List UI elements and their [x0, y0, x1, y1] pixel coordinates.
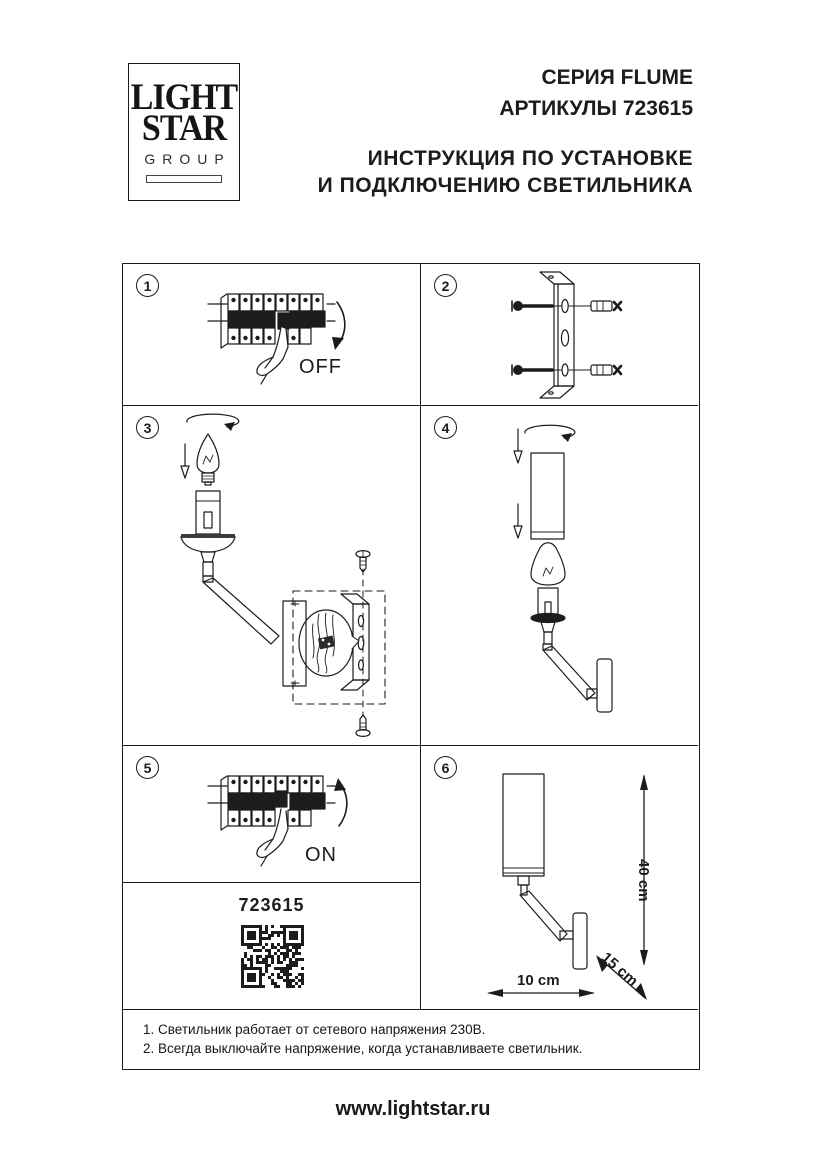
step4-panel [421, 406, 698, 746]
step-number-badge [136, 756, 159, 779]
step-number-badge [434, 416, 457, 439]
italian-flag-bar [146, 175, 222, 183]
logo-word-group: GROUP [144, 150, 231, 167]
bulb-installation-drawing [123, 406, 421, 746]
lamp-dimensions-drawing [421, 746, 698, 1010]
flag-white-segment [172, 176, 201, 182]
step3-number: 3 [143, 419, 152, 436]
width-dimension-label: 10 cm [517, 972, 560, 989]
depth-dimension-label: 15 cm [597, 949, 642, 990]
instruction-title-line2: И ПОДКЛЮЧЕНИЮ СВЕТИЛЬНИКА [317, 174, 693, 197]
step2-panel [421, 264, 698, 406]
flag-red-segment [200, 176, 221, 182]
shade-installation-drawing [421, 406, 698, 746]
logo-word-light: LIGHT [130, 77, 238, 117]
lightstar-logo [128, 63, 240, 201]
steps-table [122, 263, 700, 1070]
height-dimension-label: 40 cm [635, 859, 652, 902]
article-code: 723615 [238, 895, 305, 915]
step-number-badge [136, 416, 159, 439]
series-title: СЕРИЯ FLUME [541, 66, 693, 89]
article-number-title: АРТИКУЛЫ 723615 [499, 97, 693, 120]
step5-panel [123, 746, 421, 883]
step5-number: 5 [143, 759, 152, 776]
step-number-badge [434, 756, 457, 779]
step6-panel [421, 746, 698, 1010]
instruction-title-line1: ИНСТРУКЦИЯ ПО УСТАНОВКЕ [367, 147, 693, 170]
off-label: OFF [299, 356, 342, 378]
step-number-badge [136, 274, 159, 297]
step2-number: 2 [441, 277, 450, 294]
step3-panel [123, 406, 421, 746]
step6-number: 6 [441, 759, 450, 776]
on-label: ON [305, 844, 337, 866]
flag-green-segment [147, 176, 172, 182]
notes-section [123, 1010, 698, 1068]
step1-panel [123, 264, 421, 406]
mounting-bracket-drawing [421, 264, 698, 406]
website-url: www.lightstar.ru [335, 1098, 491, 1120]
step-number-badge [434, 274, 457, 297]
qr-panel [123, 883, 421, 1010]
step1-number: 1 [143, 277, 152, 294]
step4-number: 4 [441, 419, 450, 436]
note-line-2: 2. Всегда выключайте напряжение, когда устанавливаете светильник. [143, 1041, 583, 1056]
note-line-1: 1. Светильник работает от сетевого напряжения 230В. [143, 1022, 486, 1037]
circuit-breaker-on-drawing [123, 746, 421, 883]
logo-word-star: STAR [141, 108, 227, 148]
document-header [318, 62, 693, 199]
qr-code [241, 925, 304, 988]
circuit-breaker-off-drawing [123, 264, 421, 406]
